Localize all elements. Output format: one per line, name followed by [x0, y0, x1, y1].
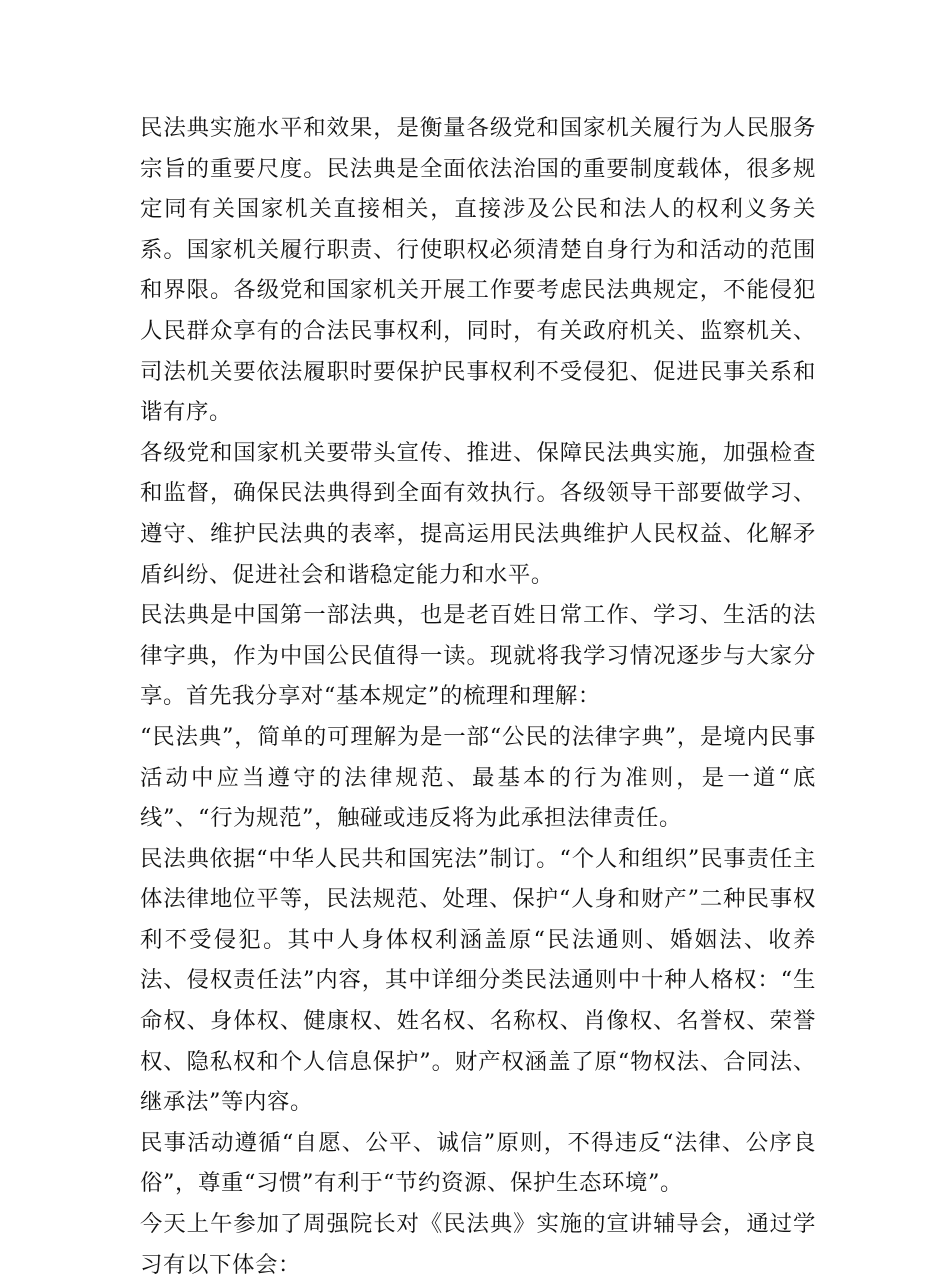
- paragraph-6: 民事活动遵循“自愿、公平、诚信”原则，不得违反“法律、公序良俗”，尊重“习惯”有利于“节约资源、保护生态环境”。: [140, 1129, 816, 1197]
- paragraph-7: 今天上午参加了周强院长对《民法典》实施的宣讲辅导会，通过学习有以下体会：: [140, 1211, 816, 1278]
- paragraph-1: 民法典实施水平和效果，是衡量各级党和国家机关履行为人民服务宗旨的重要尺度。民法典是全面依法治国的重要制度载体，很多规定同有关国家机关直接相关，直接涉及公民和法人的权利义务关系。国家机关履行职责、行使职权必须清楚自身行为和活动的范围和界限。各级党和国家机关开展工作要考虑民法典规定，不能侵犯人民群众享有的合法民事权利，同时，有关政府机关、监察机关、司法机关要依法履职时要保护民事权利不受侵犯、促进民事关系和谐有序。: [140, 115, 816, 426]
- paragraph-3: 民法典是中国第一部法典，也是老百姓日常工作、学习、生活的法律字典，作为中国公民值得一读。现就将我学习情况逐步与大家分享。首先我分享对“基本规定”的梳理和理解：: [140, 602, 816, 710]
- paragraph-2: 各级党和国家机关要带头宣传、推进、保障民法典实施，加强检查和监督，确保民法典得到全面有效执行。各级领导干部要做学习、遵守、维护民法典的表率，提高运用民法典维护人民权益、化解矛盾纠纷、促进社会和谐稳定能力和水平。: [140, 439, 816, 588]
- document-body: [140, 108, 816, 1285]
- paragraph-4: “民法典”，简单的可理解为是一部“公民的法律字典”，是境内民事活动中应当遵守的法律规范、最基本的行为准则，是一道“底线”、“行为规范”，触碰或违反将为此承担法律责任。: [140, 723, 816, 832]
- paragraph-5: 民法典依据“中华人民共和国宪法”制订。“个人和组织”民事责任主体法律地位平等，民法规范、处理、保护“人身和财产”二种民事权利不受侵犯。其中人身体权利涵盖原“民法通则、婚姻法、收养法、侵权责任法”内容，其中详细分类民法通则中十种人格权：“生命权、身体权、健康权、姓名权、名称权、肖像权、名誉权、荣誉权、隐私权和个人信息保护”。财产权涵盖了原“物权法、合同法、继承法”等内容。: [140, 845, 816, 1116]
